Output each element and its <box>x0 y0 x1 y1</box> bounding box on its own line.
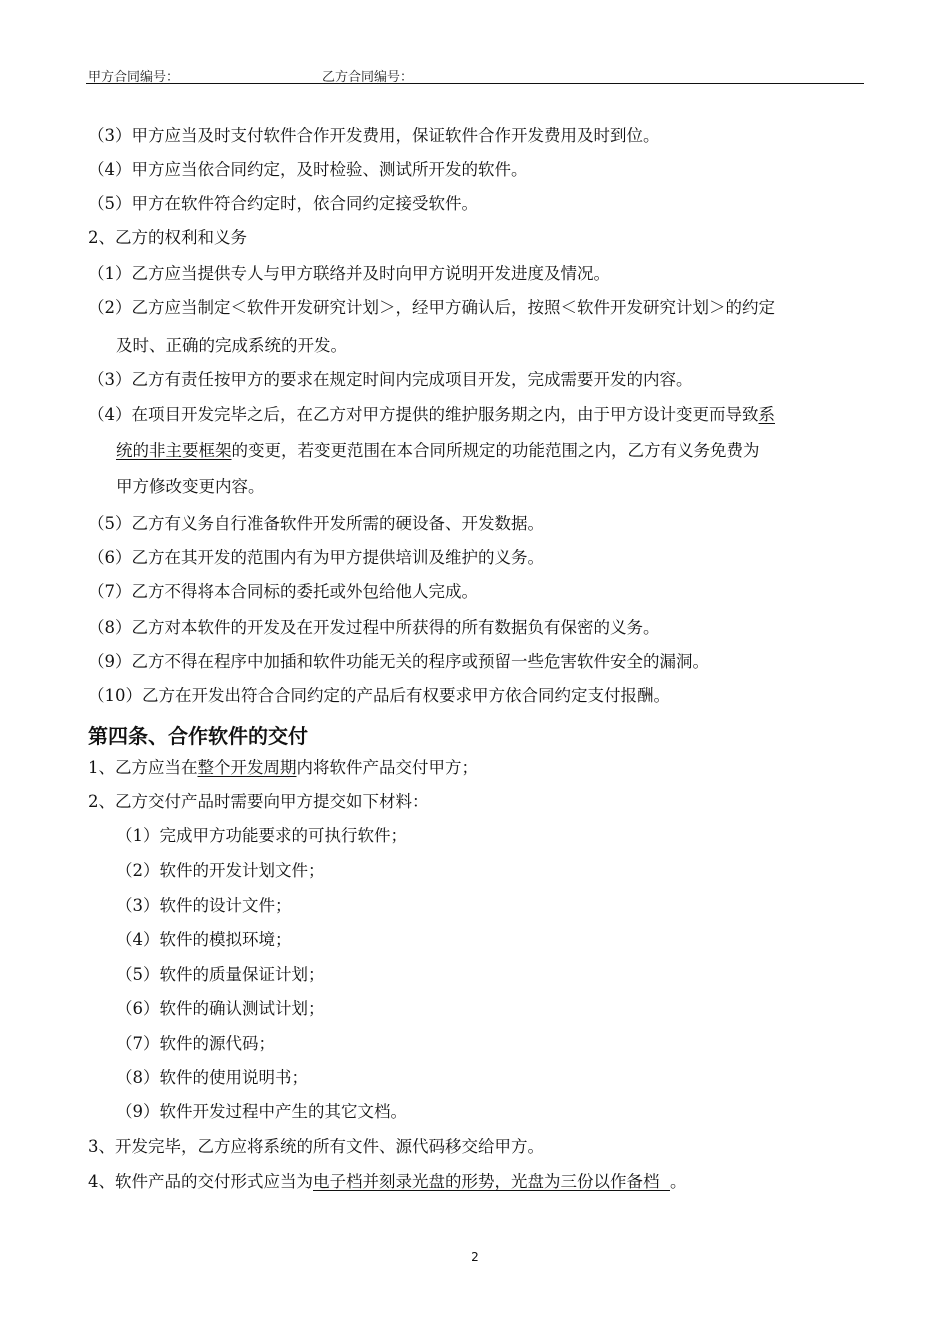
clause-1-text: 1、乙方应当在 <box>88 758 198 777</box>
material-item: （3）软件的设计文件； <box>116 896 292 915</box>
party-b-item-1: （1）乙方应当提供专人与甲方联络并及时向甲方说明开发进度及情况。 <box>88 264 610 283</box>
party-a-item-3: （3）甲方应当及时支付软件合作开发费用，保证软件合作开发费用及时到位。 <box>88 126 660 145</box>
party-b-item-2: （2）乙方应当制定＜软件开发研究计划＞，经甲方确认后，按照＜软件开发研究计划＞的约定 <box>88 298 775 317</box>
party-a-item-5: （5）甲方在软件符合约定时，依合同约定接受软件。 <box>88 194 478 213</box>
party-b-section-title: 2、乙方的权利和义务 <box>88 228 247 247</box>
party-b-item-4 <box>88 405 775 425</box>
party-b-contract-no: 乙方合同编号： <box>322 70 414 85</box>
page-number: 2 <box>471 1250 479 1264</box>
article-4-clause-2: 2、乙方交付产品时需要向甲方提交如下材料： <box>88 792 429 811</box>
material-item: （6）软件的确认测试计划； <box>116 999 325 1018</box>
clause-1-text-end: 内将软件产品交付甲方； <box>296 758 478 777</box>
material-item: （2）软件的开发计划文件； <box>116 861 325 880</box>
material-item: （1）完成甲方功能要求的可执行软件； <box>116 826 407 845</box>
party-b-item-3: （3）乙方有责任按甲方的要求在规定时间内完成项目开发，完成需要开发的内容。 <box>88 370 693 389</box>
header-divider <box>86 83 864 84</box>
article-4-clause-3: 3、开发完毕，乙方应将系统的所有文件、源代码移交给甲方。 <box>88 1137 544 1156</box>
party-b-item-5: （5）乙方有义务自行准备软件开发所需的硬设备、开发数据。 <box>88 514 544 533</box>
clause-4-text: 4、软件产品的交付形式应当为 <box>88 1172 313 1191</box>
party-b-item-10: （10）乙方在开发出符合合同约定的产品后有权要求甲方依合同约定支付报酬。 <box>88 686 670 705</box>
party-b-item-6: （6）乙方在其开发的范围内有为甲方提供培训及维护的义务。 <box>88 548 544 567</box>
article-4-heading: 第四条、合作软件的交付 <box>88 724 308 748</box>
clause-1-underline: 整个开发周期 <box>197 758 297 777</box>
material-item: （5）软件的质量保证计划； <box>116 965 325 984</box>
article-4-clause-1 <box>88 758 478 778</box>
clause-4-text-end: 。 <box>670 1172 687 1191</box>
article-4-clause-4 <box>88 1172 687 1192</box>
material-item: （7）软件的源代码； <box>116 1034 275 1053</box>
clause-4-underline: 电子档并刻录光盘的形势，光盘为三份以作备档 <box>313 1172 670 1191</box>
material-item: （8）软件的使用说明书； <box>116 1068 308 1087</box>
party-a-item-4: （4）甲方应当依合同约定，及时检验、测试所开发的软件。 <box>88 160 528 179</box>
party-b-item-4-cont-text: 的变更，若变更范围在本合同所规定的功能范围之内，乙方有义务免费为 <box>231 441 760 460</box>
party-b-item-4-cont <box>116 441 760 461</box>
party-b-item-9: （9）乙方不得在程序中加插和软件功能无关的程序或预留一些危害软件安全的漏洞。 <box>88 652 709 671</box>
material-item: （9）软件开发过程中产生的其它文档。 <box>116 1102 407 1121</box>
party-b-item-8: （8）乙方对本软件的开发及在开发过程中所获得的所有数据负有保密的义务。 <box>88 618 660 637</box>
party-b-item-4-underline: 系 <box>758 405 775 424</box>
party-b-item-4-text: （4）在项目开发完毕之后，在乙方对甲方提供的维护服务期之内，由于甲方设计变更而导致 <box>88 405 759 424</box>
party-b-item-4-end: 甲方修改变更内容。 <box>116 477 265 496</box>
party-b-item-7: （7）乙方不得将本合同标的委托或外包给他人完成。 <box>88 582 478 601</box>
party-a-contract-no: 甲方合同编号： <box>88 70 180 85</box>
party-b-item-2-cont: 及时、正确的完成系统的开发。 <box>116 336 347 355</box>
party-b-item-4-underline-cont: 统的非主要框架 <box>116 441 232 460</box>
material-item: （4）软件的模拟环境； <box>116 930 292 949</box>
